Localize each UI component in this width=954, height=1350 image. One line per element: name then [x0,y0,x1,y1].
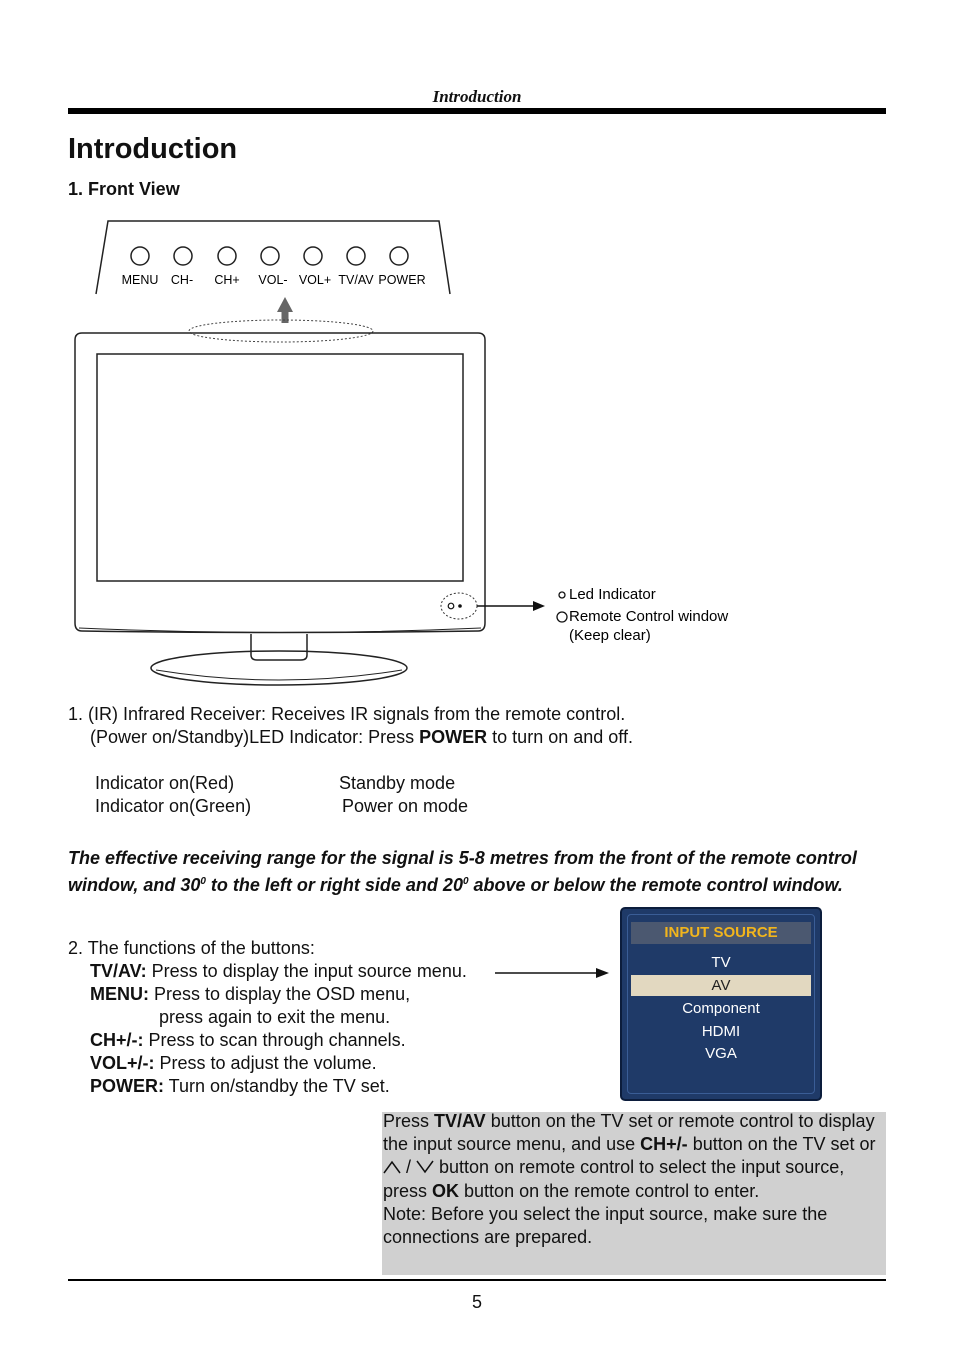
osd-title: INPUT SOURCE [631,922,811,944]
panel-button-label: VOL+ [298,273,332,287]
note-line: Note: Before you select the input source, make sure the connections are prepared. [383,1203,828,1248]
indicator-red-mode: Standby mode [339,773,456,793]
tv-stand-rim [156,670,402,680]
osd-item-av[interactable]: AV [631,975,811,996]
function-vol: VOL+/-: Press to adjust the volume. [90,1053,377,1073]
ir-receiver-dot [458,604,462,608]
led-legend-icon [559,592,565,598]
function-tvav: TV/AV: Press to display the input source menu. [90,961,467,981]
down-chevron-icon [416,1160,434,1174]
range-note: The effective receiving range for the signal is 5-8 metres from the front of the remote control window, and $30^0$ to the left or right side and $20^0$ above or below the remote control window. [68,848,857,895]
panel-location-marker [189,320,373,342]
function-menu: MENU: Press to display the OSD menu, [90,984,411,1004]
sensor-pointer-head [533,601,545,611]
tv-screen [97,354,463,581]
panel-button-label: CH- [170,273,194,287]
input-source-instructions: Press TV/AV button on the TV set or remote control to display the input source menu, and use CH+/- button on the TV set or / button on remote control to select the input source, press OK button on the remote control to enter. Note: Before you select the input source, make sure the connections are prepared. [383,1111,876,1248]
osd-item-hdmi[interactable]: HDMI [701,1023,741,1040]
running-header: Introduction [432,87,522,106]
page-title: Introduction [68,133,238,165]
footer-rule [68,1279,886,1281]
control-buttons [131,247,408,265]
functions-heading: 2. The functions of the buttons: [68,938,315,958]
panel-button-label: TV/AV [338,273,374,287]
page-number: 5 [471,1292,482,1312]
panel-button-label: MENU [121,273,159,287]
up-chevron-icon [383,1160,401,1174]
led-indicator-label: Led Indicator [569,586,656,603]
panel-button-vol-[interactable] [261,247,279,265]
panel-button-label: POWER [378,273,426,287]
function-ch: CH+/-: Press to scan through channels. [90,1030,406,1050]
panel-button-tv-av[interactable] [347,247,365,265]
indicator-green-mode: Power on mode [342,796,469,816]
panel-button-ch-[interactable] [174,247,192,265]
panel-button-vol-[interactable] [304,247,322,265]
osd-item-vga[interactable]: VGA [705,1045,737,1062]
function-power: POWER: Turn on/standby the TV set. [90,1076,390,1096]
osd-item-tv[interactable]: TV [711,954,731,971]
input-source-osd [620,907,822,1101]
indicator-red-state: Indicator on(Red) [95,773,235,793]
panel-button-label: CH+ [214,273,240,287]
ir-receiver-text: 1. (IR) Infrared Receiver: Receives IR signals from the remote control. [68,704,626,724]
led-indicator-dot [448,603,454,609]
led-indicator-text: (Power on/Standby)LED Indicator: Press POWER to turn on and off. [90,727,633,747]
tv-neck [251,634,307,660]
osd-item-component[interactable]: Component [682,1000,760,1017]
panel-button-label: VOL- [258,273,288,287]
panel-arrow-head [277,297,293,312]
section-title: 1. Front View [68,179,180,199]
panel-button-ch-[interactable] [218,247,236,265]
remote-window-legend-icon [557,612,567,622]
function-menu-cont: press again to exit the menu. [159,1007,391,1027]
remote-window-note: (Keep clear) [569,627,651,644]
panel-button-menu[interactable] [131,247,149,265]
tvav-arrow [490,965,615,981]
panel-button-power[interactable] [390,247,408,265]
control-button-labels [122,273,426,287]
remote-window-label: Remote Control window [569,608,729,625]
indicator-green-state: Indicator on(Green) [95,796,252,816]
